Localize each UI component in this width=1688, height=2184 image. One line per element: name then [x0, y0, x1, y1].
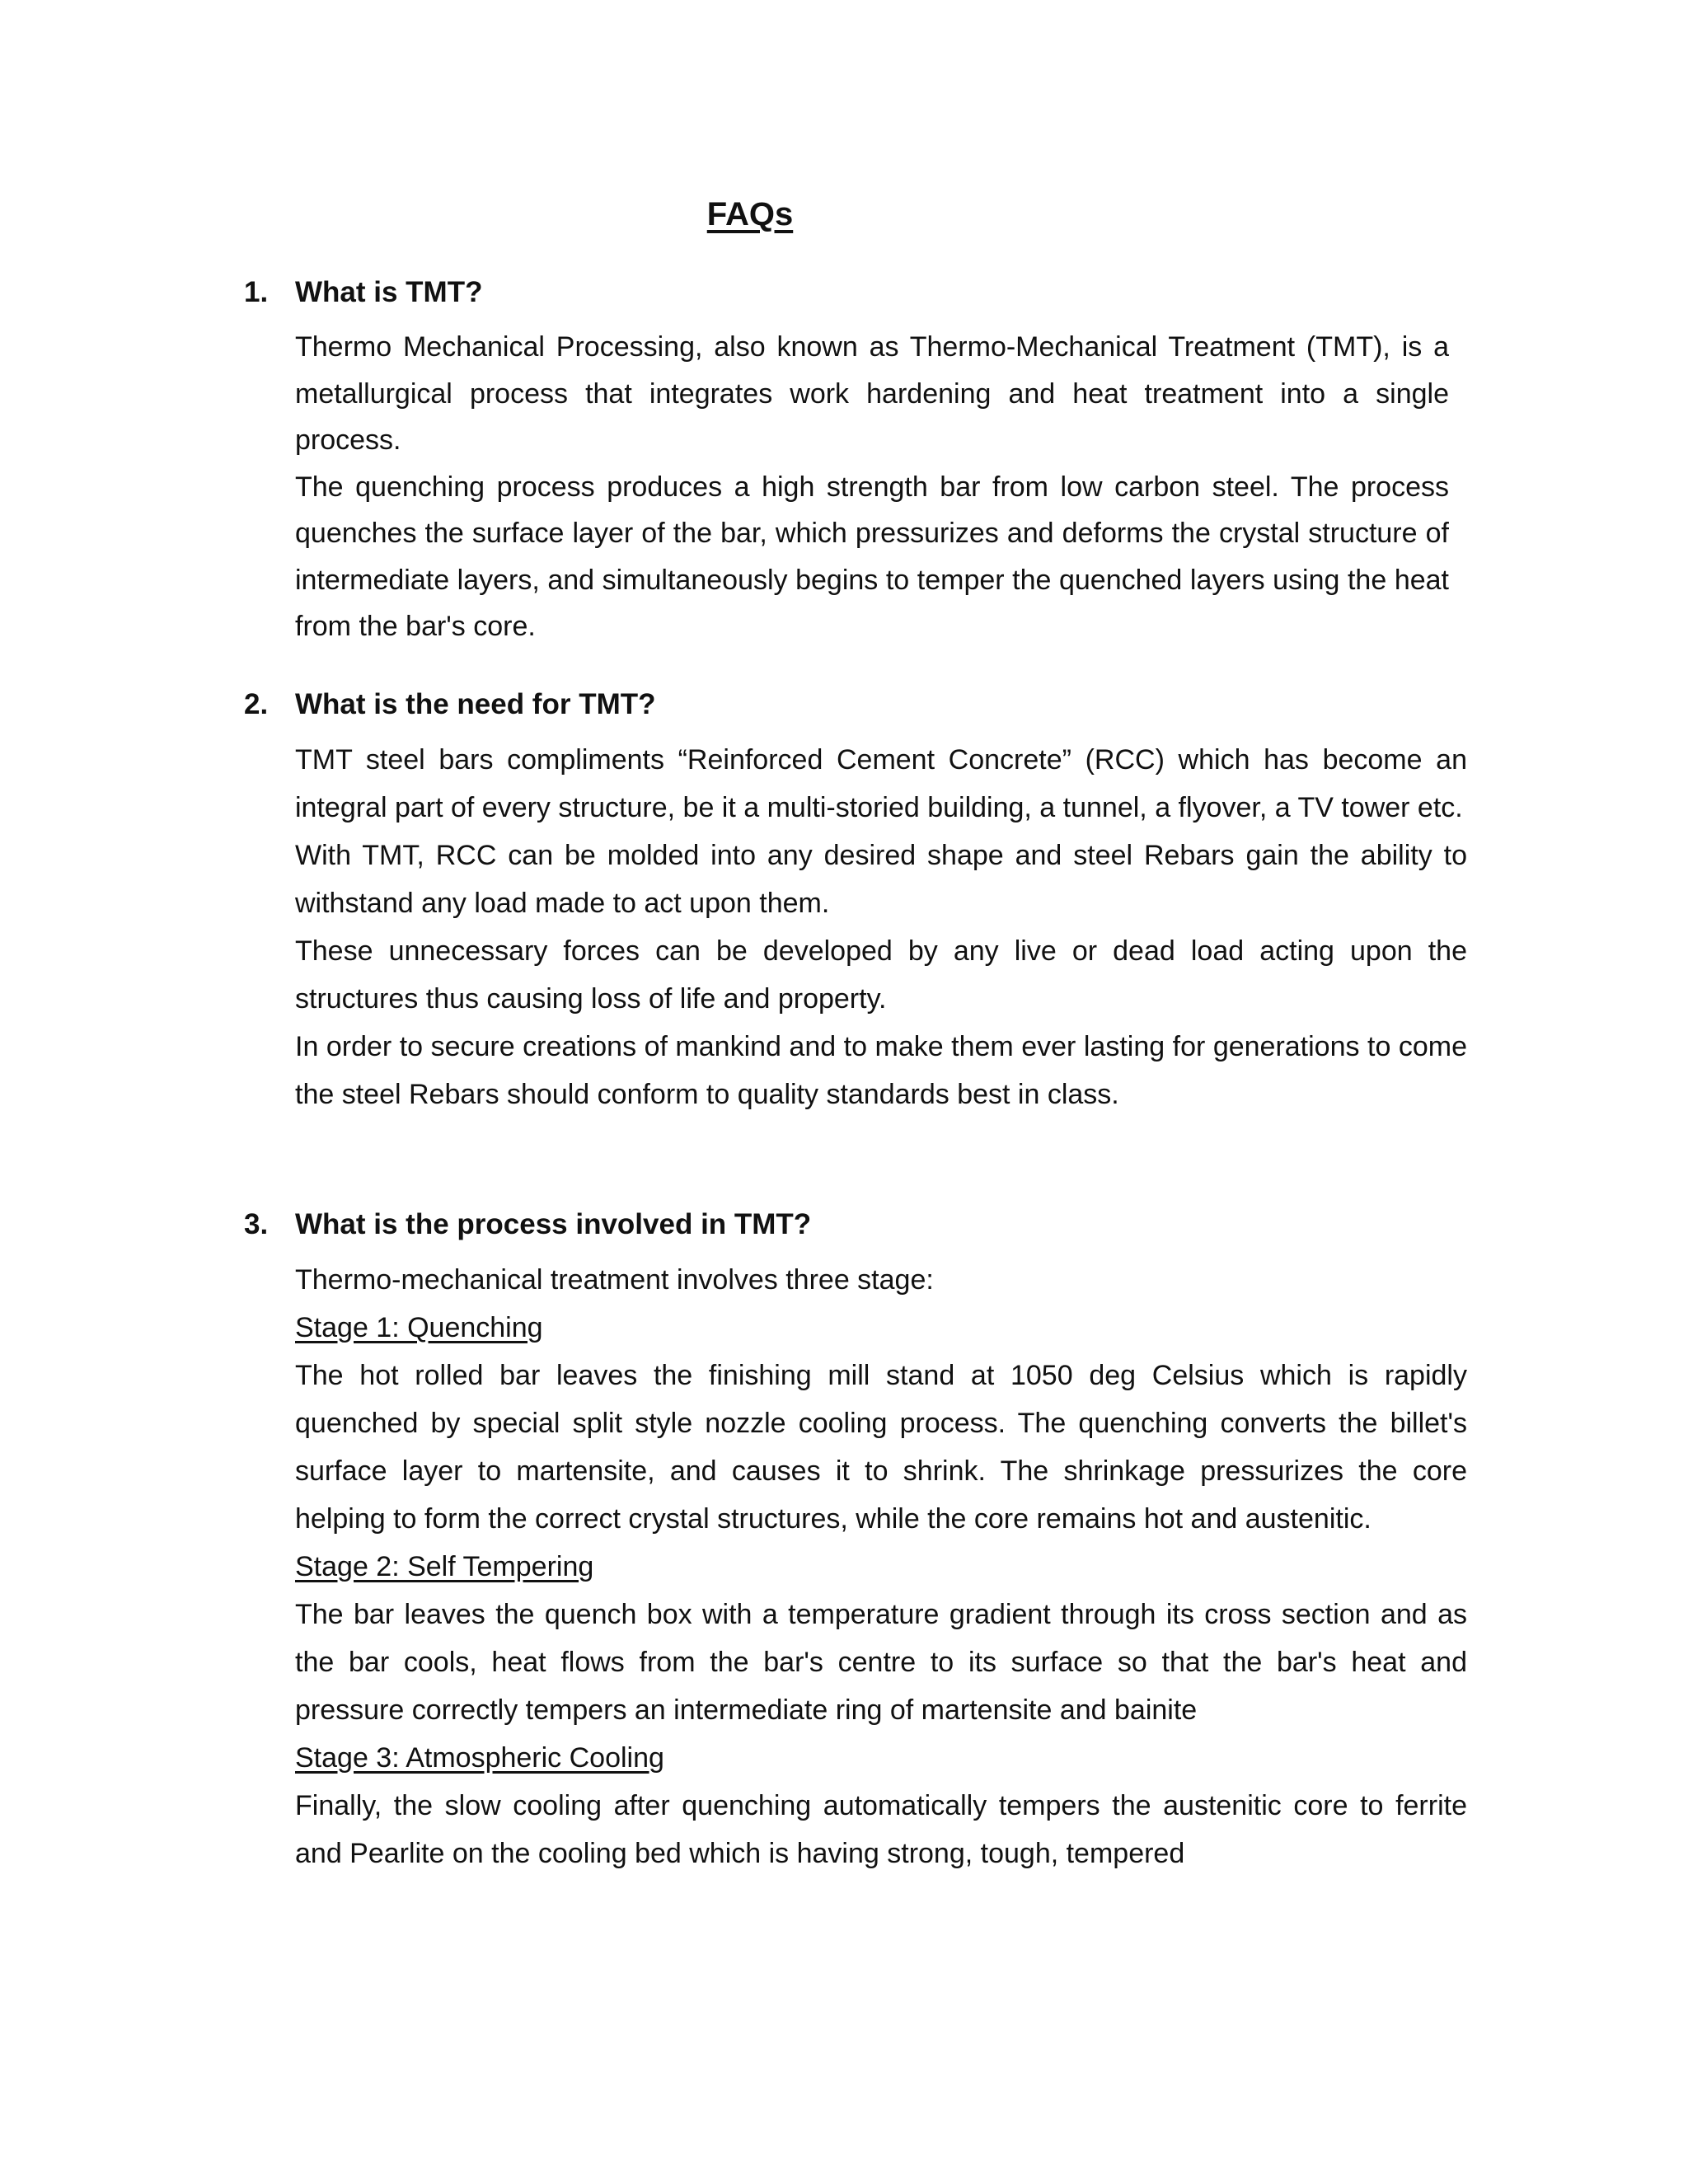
- stage-heading-quenching: Stage 1: Quenching: [295, 1312, 543, 1343]
- stage-heading-atmospheric-cooling: Stage 3: Atmospheric Cooling: [295, 1742, 664, 1774]
- faq-answer: [295, 324, 1449, 650]
- stage-text-atmospheric-cooling: Finally, the slow cooling after quenching automatically tempers the austenitic core to ferrite and Pearlite on the cooling bed which is having strong, tough, tempered: [295, 1790, 1467, 1869]
- faq-question-row: [244, 688, 1467, 736]
- faq-intro: Thermo-mechanical treatment involves three stage:: [295, 1264, 934, 1296]
- faq-question: What is the process involved in TMT?: [295, 1208, 812, 1240]
- faq-paragraph: These unnecessary forces can be developed by any live or dead load acting upon the structures thus causing loss of life and property.: [295, 935, 1467, 1015]
- stage-text-self-tempering: The bar leaves the quench box with a temperature gradient through its cross section and as the bar cools, heat flows from the bar's centre to its surface so that the bar's heat and pressure correctly tempers an intermediate ring of martensite and bainite: [295, 1599, 1467, 1726]
- faq-paragraph: Thermo Mechanical Processing, also known as Thermo-Mechanical Treatment (TMT), is a metallurgical process that integrates work hardening and heat treatment into a single process.: [295, 331, 1449, 456]
- faq-paragraph: TMT steel bars compliments “Reinforced Cement Concrete” (RCC) which has become an integral part of every structure, be it a multi-storied building, a tunnel, a flyover, a TV tower etc.: [295, 744, 1467, 823]
- faq-item-3: [244, 1208, 1467, 1877]
- faq-paragraph: In order to secure creations of mankind and to make them ever lasting for generations to come the steel Rebars should conform to quality standards best in class.: [295, 1031, 1467, 1110]
- faq-number: 2.: [244, 688, 269, 720]
- stage-heading-self-tempering: Stage 2: Self Tempering: [295, 1551, 594, 1582]
- faq-question: What is TMT?: [295, 276, 483, 308]
- faq-item-1: [244, 276, 1449, 650]
- faq-question: What is the need for TMT?: [295, 688, 656, 720]
- faq-question-row: [244, 276, 1449, 324]
- page-title: FAQs: [706, 196, 794, 232]
- faq-answer: [295, 1256, 1467, 1877]
- faq-item-2: [244, 688, 1467, 1118]
- faq-question-row: [244, 1208, 1467, 1256]
- faq-paragraph: The quenching process produces a high strength bar from low carbon steel. The process quenches the surface layer of the bar, which pressurizes and deforms the crystal structure of intermediate layers, and simultaneously begins to temper the quenched layers using the heat from the bar's core.: [295, 471, 1449, 642]
- faq-answer: [295, 736, 1467, 1118]
- faq-number: 3.: [244, 1208, 269, 1240]
- stage-text-quenching: The hot rolled bar leaves the finishing mill stand at 1050 deg Celsius which is rapidly quenched by special split style nozzle cooling process. The quenching converts the billet's surface layer to martensite, and causes it to shrink. The shrinkage pressurizes the core helping to form the correct crystal structures, while the core remains hot and austenitic.: [295, 1360, 1467, 1535]
- faq-number: 1.: [244, 276, 269, 308]
- faq-paragraph: With TMT, RCC can be molded into any desired shape and steel Rebars gain the ability to withstand any load made to act upon them.: [295, 840, 1467, 919]
